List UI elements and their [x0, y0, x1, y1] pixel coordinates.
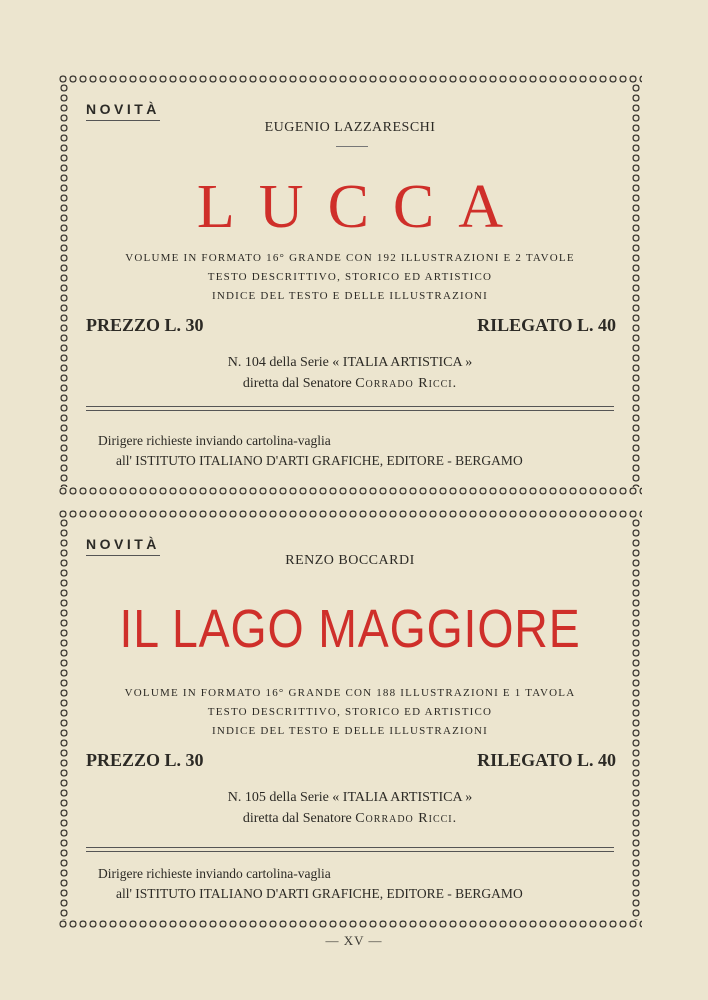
- director-prefix: diretta dal Senatore: [242, 811, 352, 826]
- double-rule: [86, 847, 614, 852]
- series-info: [58, 352, 642, 394]
- price: PREZZO L. 30: [86, 750, 204, 770]
- bound-price: RILEGATO L. 40: [477, 315, 616, 335]
- description-line: VOLUME IN FORMATO 16° GRANDE CON 188 ILLUSTRAZIONI E 1 TAVOLA: [124, 687, 576, 699]
- description-line: INDICE DEL TESTO E DELLE ILLUSTRAZIONI: [211, 290, 489, 302]
- price: PREZZO L. 30: [86, 315, 204, 335]
- order-instructions: [98, 864, 523, 904]
- series-info: [58, 787, 642, 829]
- author-name: EUGENIO LAZZARESCHI: [264, 120, 436, 135]
- director-name: Corrado Ricci.: [355, 376, 458, 391]
- book-description: [58, 684, 642, 741]
- series-line: N. 105 della Serie « ITALIA ARTISTICA »: [227, 790, 473, 805]
- description-line: TESTO DESCRITTIVO, STORICO ED ARTISTICO: [207, 706, 493, 718]
- publisher-line: all' ISTITUTO ITALIANO D'ARTI GRAFICHE, EDITORE - BERGAMO: [116, 886, 523, 901]
- ornamental-border-bottom: [58, 485, 642, 497]
- ornamental-border-bottom: [58, 918, 642, 930]
- series-line: N. 104 della Serie « ITALIA ARTISTICA »: [227, 355, 473, 370]
- ornamental-border-top: [58, 73, 642, 85]
- double-rule: [86, 406, 614, 411]
- book-title: LUCCA: [196, 173, 528, 241]
- novita-label: NOVITÀ: [86, 536, 160, 556]
- book-description: [58, 249, 642, 306]
- description-line: TESTO DESCRITTIVO, STORICO ED ARTISTICO: [207, 271, 493, 283]
- ornamental-border-top: [58, 508, 642, 520]
- director-line: [58, 373, 642, 394]
- author-name: RENZO BOCCARDI: [285, 553, 415, 568]
- order-instructions: [98, 431, 523, 471]
- order-line: Dirigere richieste inviando cartolina-vaglia: [98, 433, 331, 448]
- page-number: — XV —: [325, 933, 383, 948]
- director-name: Corrado Ricci.: [355, 811, 458, 826]
- description-line: VOLUME IN FORMATO 16° GRANDE CON 192 ILLUSTRAZIONI E 2 TAVOLE: [125, 252, 575, 264]
- publisher-line: all' ISTITUTO ITALIANO D'ARTI GRAFICHE, EDITORE - BERGAMO: [116, 453, 523, 468]
- director-line: [58, 808, 642, 829]
- novita-label: NOVITÀ: [86, 101, 160, 121]
- advertisement-lago-maggiore: [58, 508, 642, 930]
- description-line: INDICE DEL TESTO E DELLE ILLUSTRAZIONI: [211, 725, 489, 737]
- author-divider: [336, 146, 368, 147]
- bound-price: RILEGATO L. 40: [477, 750, 616, 770]
- order-line: Dirigere richieste inviando cartolina-vaglia: [98, 866, 331, 881]
- book-title: IL LAGO MAGGIORE: [119, 599, 581, 659]
- director-prefix: diretta dal Senatore: [242, 376, 352, 391]
- advertisement-lucca: [58, 73, 642, 497]
